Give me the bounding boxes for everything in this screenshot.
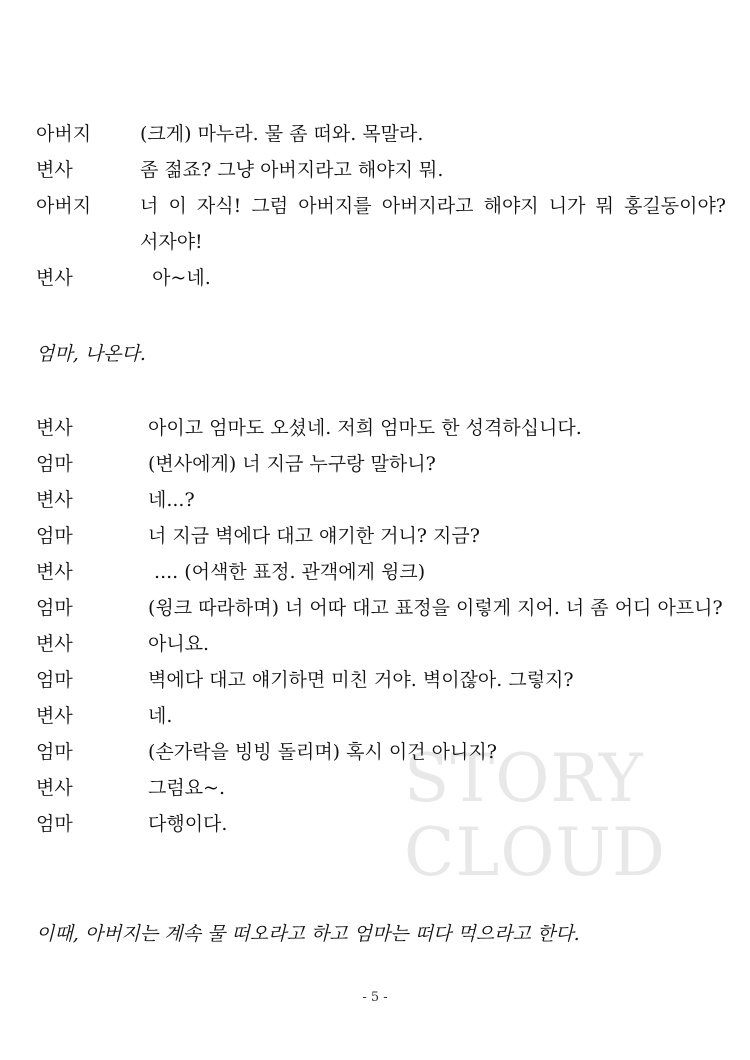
dialogue-text: 아~네. bbox=[140, 267, 211, 289]
stage-direction: 이때, 아버지는 계속 물 떠오라고 하고 엄마는 떠다 먹으라고 한다. bbox=[36, 923, 580, 945]
dialogue-text: (윙크 따라하며) 너 어따 대고 표정을 이렇게 지어. 너 좀 어디 아프니? bbox=[148, 597, 723, 619]
speaker-name: 엄마 bbox=[36, 525, 73, 547]
dialogue-block-1 bbox=[36, 116, 726, 296]
dialogue-line bbox=[36, 698, 726, 734]
dialogue-line bbox=[36, 116, 726, 152]
speaker-name: 변사 bbox=[36, 561, 73, 583]
speaker-name: 변사 bbox=[36, 777, 73, 799]
dialogue-line bbox=[36, 152, 726, 188]
dialogue-line bbox=[36, 260, 726, 296]
speaker-name: 변사 bbox=[36, 633, 73, 655]
speaker-name: 엄마 bbox=[36, 669, 73, 691]
dialogue-block-2 bbox=[36, 410, 726, 842]
dialogue-line bbox=[36, 770, 726, 806]
dialogue-line bbox=[36, 626, 726, 662]
speaker-name: 변사 bbox=[36, 417, 73, 439]
dialogue-text: 아이고 엄마도 오셨네. 저희 엄마도 한 성격하십니다. bbox=[148, 417, 582, 439]
dialogue-line bbox=[36, 410, 726, 446]
dialogue-text: (손가락을 빙빙 돌리며) 혹시 이건 아니지? bbox=[148, 741, 497, 763]
page-number: - 5 - bbox=[362, 990, 388, 1005]
dialogue-line bbox=[36, 188, 726, 260]
watermark-line: CLOUD bbox=[404, 814, 666, 891]
dialogue-line bbox=[36, 446, 726, 482]
dialogue-text: (크게) 마누라. 물 좀 떠와. 목말라. bbox=[140, 123, 424, 145]
dialogue-line bbox=[36, 662, 726, 698]
speaker-name: 변사 bbox=[36, 159, 73, 181]
speaker-name: 아버지 bbox=[36, 195, 92, 217]
dialogue-text: 그럼요~. bbox=[148, 777, 226, 799]
dialogue-text: 너 지금 벽에다 대고 얘기한 거니? 지금? bbox=[148, 525, 480, 547]
dialogue-line bbox=[36, 482, 726, 518]
stage-direction: 엄마, 나온다. bbox=[36, 343, 146, 365]
speaker-name: 엄마 bbox=[36, 813, 73, 835]
dialogue-text: 다행이다. bbox=[148, 813, 228, 835]
dialogue-text: 네. bbox=[148, 705, 173, 727]
speaker-name: 아버지 bbox=[36, 123, 92, 145]
dialogue-text: 너 이 자식! 그럼 아버지를 아버지라고 해야지 니가 뭐 홍길동이야? 서자야! bbox=[140, 195, 726, 253]
dialogue-text: 좀 젊죠? 그냥 아버지라고 해야지 뭐. bbox=[140, 159, 444, 181]
dialogue-text: 네...? bbox=[148, 489, 195, 511]
speaker-name: 변사 bbox=[36, 489, 73, 511]
dialogue-line bbox=[36, 554, 726, 590]
dialogue-text: .... (어색한 표정. 관객에게 윙크) bbox=[148, 561, 426, 583]
speaker-name: 변사 bbox=[36, 705, 73, 727]
dialogue-line bbox=[36, 734, 726, 770]
dialogue-text: 벽에다 대고 얘기하면 미친 거야. 벽이잖아. 그렇지? bbox=[148, 669, 574, 691]
dialogue-line bbox=[36, 806, 726, 842]
dialogue-text: (변사에게) 너 지금 누구랑 말하니? bbox=[148, 453, 436, 475]
dialogue-line bbox=[36, 590, 726, 626]
speaker-name: 엄마 bbox=[36, 741, 73, 763]
speaker-name: 변사 bbox=[36, 267, 73, 289]
speaker-name: 엄마 bbox=[36, 453, 73, 475]
dialogue-line bbox=[36, 518, 726, 554]
dialogue-text: 아니요. bbox=[148, 633, 210, 655]
speaker-name: 엄마 bbox=[36, 597, 73, 619]
watermark-line: STORY bbox=[404, 740, 644, 817]
